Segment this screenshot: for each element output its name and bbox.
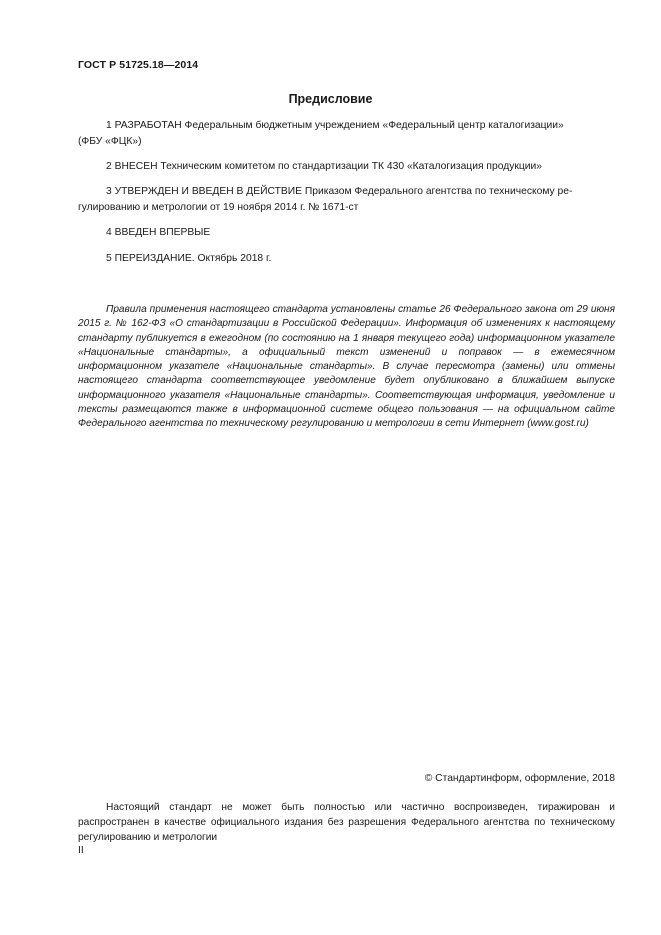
standard-id-header: ГОСТ Р 51725.18—2014 — [78, 59, 199, 71]
paragraph-approved-line1 — [78, 184, 613, 200]
paragraph-developed — [78, 118, 613, 149]
paragraph-developed-line1 — [78, 118, 613, 134]
paragraph-developed-text1: 1 РАЗРАБОТАН Федеральным бюджетным учреждением «Федеральный центр каталогизации» — [106, 120, 564, 131]
paragraph-first-introduced-text: 4 ВВЕДЕН ВПЕРВЫЕ — [106, 227, 211, 238]
paragraph-introduced-text: 2 ВНЕСЕН Техническим комитетом по стандартизации ТК 430 «Каталогизация продукции» — [106, 161, 542, 172]
paragraph-developed-line2: (ФБУ «ФЦК») — [78, 135, 142, 147]
reproduction-notice-text: Настоящий стандарт не может быть полностью или частично воспроизведен, тиражирован и распространен в качестве официального издания без разрешения Федерального агентства по техническому регулированию и метрологии — [78, 802, 615, 843]
rules-note-text: Правила применения настоящего стандарта установлены статье 26 Федерального закона от 29 июня 2015 г. № 162-ФЗ «О стандартизации в Российской Федерации». Информация об изменениях к настоящему стандарту публикуется в ежегодном (по состоянию на 1 января текущего года) информационном указателе «Национальные стандарты», а официальный текст изменений и поправок — в ежемесячном информационном указателе «Национальные стандарты». В случае пересмотра (замены) или отмены настоящего стандарта соответствующее уведомление будет опубликовано в ближайшем выпуске информационного указателя «Национальные стандарты». Соответствующая информация, уведомление и тексты размещаются также в информационной системе общего пользования — на официальном сайте Федерального агентства по техническому регулированию и метрологии в сети Интернет (www.gost.ru) — [78, 304, 615, 430]
paragraph-approved-line2: гулированию и метрологии от 19 ноября 2014 г. № 1671-ст — [78, 201, 359, 213]
paragraph-approved-text1: 3 УТВЕРЖДЕН И ВВЕДЕН В ДЕЙСТВИЕ Приказом Федерального агентства по техническому ре- — [106, 186, 573, 197]
page-title: Предисловие — [288, 92, 373, 106]
paragraph-approved — [78, 184, 613, 215]
paragraph-first-introduced — [78, 225, 613, 241]
paragraph-republication — [78, 251, 613, 267]
rules-note — [78, 303, 615, 432]
paragraph-introduced — [78, 159, 613, 175]
copyright-line: © Стандартинформ, оформление, 2018 — [424, 773, 615, 784]
paragraph-republication-text: 5 ПЕРЕИЗДАНИЕ. Октябрь 2018 г. — [106, 253, 272, 264]
page-number: II — [78, 845, 84, 856]
reproduction-notice — [78, 801, 615, 845]
